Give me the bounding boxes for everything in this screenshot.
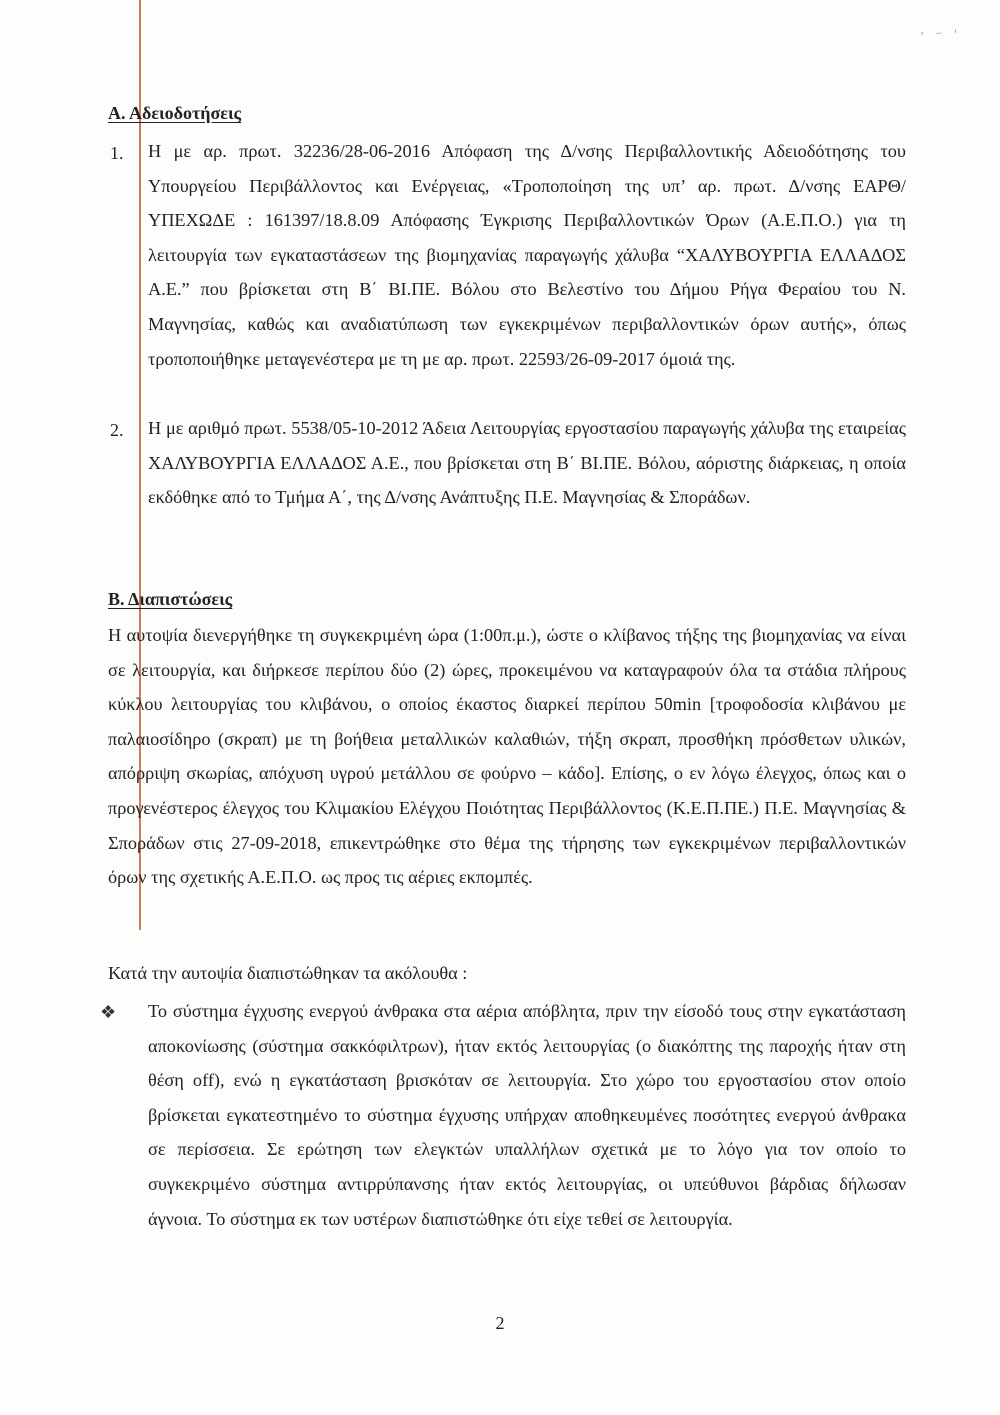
section-a-heading: Α. Αδειοδοτήσεις (108, 103, 242, 123)
item-number-2: 2. (110, 420, 124, 440)
corner-scan-mark: ʹ ⁻ ʹ (921, 27, 963, 46)
item-number-1: 1. (110, 143, 124, 163)
findings-lead-text: Κατά την αυτοψία διαπιστώθηκαν τα ακόλουθα : (108, 963, 468, 983)
item-text-1: Η με αρ. πρωτ. 32236/28-06-2016 Απόφαση της Δ/νσης Περιβαλλοντικής Αδειοδότησης του Υπουργείου Περιβάλλοντος και Ενέργειας, «Τροποποίηση της υπ’ αρ. πρωτ. Δ/νσης ΕΑΡΘ/ΥΠΕΧΩΔΕ : 161397/18.8.09 Απόφασης Έγκρισης Περιβαλλοντικών Όρων (Α.Ε.Π.Ο.) για τη λειτουργία των εγκαταστάσεων της βιομηχανίας παραγωγής χάλυβα “ΧΑΛΥΒΟΥΡΓΙΑ ΕΛΛΑΔΟΣ Α.Ε.” που βρίσκεται στη Β΄ ΒΙ.ΠΕ. Βόλου στο Βελεστίνο του Δήμου Ρήγα Φεραίου του Ν. Μαγνησίας, καθώς και αναδιατύπωση των εγκεκριμένων περιβαλλοντικών όρων αυτής», όπως τροποποιήθηκε μεταγενέστερα με τη με αρ. πρωτ. 22593/26-09-2017 όμοιά της. (148, 141, 906, 369)
section-b-intro-paragraph: Η αυτοψία διενεργήθηκε τη συγκεκριμένη ώρα (1:00π.μ.), ώστε ο κλίβανος τήξης της βιομηχανίας να είναι σε λειτουργία, και διήρκεσε περίπου δύο (2) ώρες, προκειμένου να καταγραφούν όλα τα στάδια πλήρους κύκλου λειτουργίας του κλιβάνου, ο οποίος έκαστος διαρκεί περίπου 50min [τροφοδοσία κλιβάνου με παλαιοσίδηρο (σκραπ) με τη βοήθεια μεταλλικών καλαθιών, τήξη σκραπ, προσθήκη πρόσθετων υλικών, απόρριψη σκωρίας, απόχυση υγρού μετάλλου σε φούρνο – κάδο]. Επίσης, ο εν λόγω έλεγχος, όπως και ο προγενέστερος έλεγχος του Κλιμακίου Ελέγχου Ποιότητας Περιβάλλοντος (Κ.Ε.Π.ΠΕ.) Π.Ε. Μαγνησίας & Σποράδων στις 27-09-2018, επικεντρώθηκε στο θέμα της τήρησης των εγκεκριμένων περιβαλλοντικών όρων της σχετικής Α.Ε.Π.Ο. ως προς τις αέριες εκπομπές. (108, 625, 906, 888)
page-number: 2 (495, 1313, 505, 1333)
diamond-bullet-icon: ❖ (100, 1002, 117, 1022)
item-text-2: Η με αριθμό πρωτ. 5538/05-10-2012 Άδεια Λειτουργίας εργοστασίου παραγωγής χάλυβα της εταιρείας ΧΑΛΥΒΟΥΡΓΙΑ ΕΛΛΑΔΟΣ Α.Ε., που βρίσκεται στη Β΄ ΒΙ.ΠΕ. Βόλου, αόριστης διάρκειας, η οποία εκδόθηκε από το Τμήμα Α΄, της Δ/νσης Ανάπτυξης Π.Ε. Μαγνησίας & Σποράδων. (148, 418, 906, 508)
finding-bullet-text: Το σύστημα έγχυσης ενεργού άνθρακα στα αέρια απόβλητα, πριν την είσοδό τους στην εγκατάσταση αποκονίωσης (σύστημα σακκόφιλτρων), ήταν εκτός λειτουργίας (ο διακόπτης της παροχής ήταν στη θέση off), ενώ η εγκατάσταση βρισκόταν σε λειτουργία. Στο χώρο του εργοστασίου στον οποίο βρίσκεται εγκατεστημένο το σύστημα έγχυσης υπήρχαν αποθηκευμένες ποσότητες ενεργού άνθρακα σε περίσσεια. Σε ερώτηση των ελεγκτών υπαλλήλων σχετικά με το λόγο για τον οποίο το συγκεκριμένο σύστημα αντιρρύπανσης ήταν εκτός λειτουργίας, οι υπεύθυνοι βάρδιας δήλωσαν άγνοια. Το σύστημα εκ των υστέρων διαπιστώθηκε ότι είχε τεθεί σε λειτουργία. (148, 1001, 906, 1229)
section-b-heading: Β. Διαπιστώσεις (108, 589, 233, 609)
